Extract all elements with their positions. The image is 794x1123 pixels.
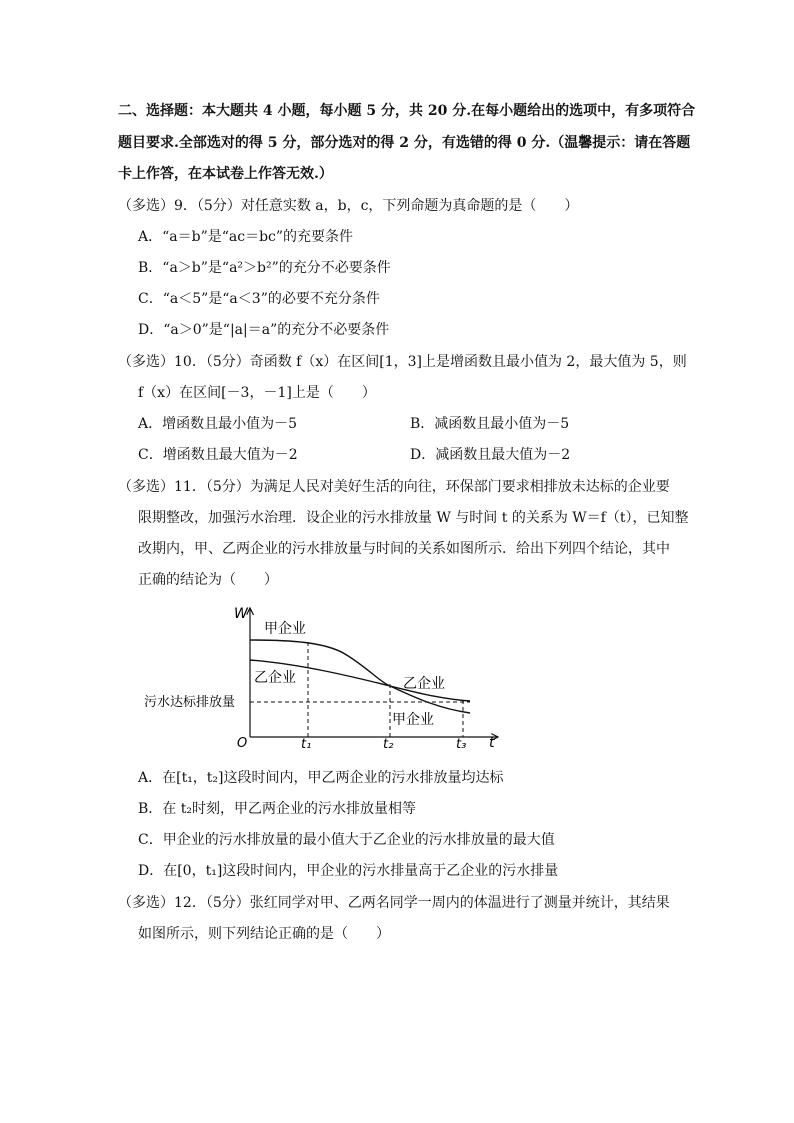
label-yi-right: 乙企业: [403, 676, 445, 692]
q10-option-c: C．增函数且最大值为－2: [138, 447, 298, 463]
section-header-line3: 卡上作答，在本试卷上作答无效.）: [118, 166, 333, 182]
q11-option-a: A．在[t₁，t₂]这段时间内，甲乙两企业的污水排放量均达标: [138, 770, 504, 786]
q11-stem-line3: 改期内，甲、乙两企业的污水排放量与时间的关系如图所示．给出下列四个结论，其中: [138, 541, 670, 557]
q9-option-d: D．“a＞0”是“|a|＝a”的充分不必要条件: [138, 322, 390, 338]
q9-option-c: C．“a＜5”是“a＜3”的必要不充分条件: [138, 291, 380, 307]
q10-stem-line1: （多选）10．（5分）奇函数 f（x）在区间[1，3]上是增函数且最小值为 2，最大值为 5，则: [118, 354, 687, 370]
q10-option-d: D．减函数且最大值为－2: [410, 447, 571, 463]
q11-graph: [140, 600, 510, 755]
q10-option-a: A．增函数且最小值为－5: [138, 416, 298, 432]
x-axis-label: t: [489, 735, 495, 751]
tick-t2: t₂: [383, 737, 394, 752]
q9-stem: （多选）9．（5分）对任意实数 a，b，c，下列命题为真命题的是（ ）: [118, 198, 579, 214]
q11-stem-line1: （多选）11．（5分）为满足人民对美好生活的向往，环保部门要求相排放未达标的企业要: [118, 479, 670, 495]
q11-option-d: D．在[0，t₁]这段时间内，甲企业的污水排量高于乙企业的污水排量: [138, 863, 559, 879]
origin-label: O: [237, 736, 248, 751]
q10-stem-line2: f（x）在区间[－3，－1]上是（ ）: [138, 385, 376, 401]
q11-stem-line2: 限期整改，加强污水治理．设企业的污水排放量 W 与时间 t 的关系为 W＝f（t），已知整: [138, 510, 689, 526]
q11-option-b: B．在 t₂时刻，甲乙两企业的污水排放量相等: [138, 801, 416, 817]
label-jia-top: 甲企业: [264, 621, 306, 637]
threshold-label: 污水达标排放量: [144, 695, 236, 710]
section-header-line1: 二、选择题：本大题共 4 小题，每小题 5 分，共 20 分.在每小题给出的选项中，有多项符合: [118, 103, 696, 119]
q10-option-b: B．减函数且最小值为－5: [410, 416, 570, 432]
q9-option-a: A．“a＝b”是“ac＝bc”的充要条件: [138, 229, 354, 245]
q12-stem-line2: 如图所示，则下列结论正确的是（ ）: [138, 926, 390, 942]
q12-stem-line1: （多选）12．（5分）张红同学对甲、乙两名同学一周内的体温进行了测量并统计，其结果: [118, 895, 670, 911]
q11-option-c: C．甲企业的污水排放量的最小值大于乙企业的污水排放量的最大值: [138, 832, 555, 848]
tick-t3: t₃: [456, 737, 467, 752]
tick-t1: t₁: [301, 737, 312, 752]
section-header-line2: 题目要求.全部选对的得 5 分，部分选对的得 2 分，有选错的得 0 分.（温馨提示：请在答题: [118, 135, 691, 151]
q11-stem-line4: 正确的结论为（ ）: [138, 572, 278, 588]
q9-option-b: B．“a＞b”是“a²＞b²”的充分不必要条件: [138, 260, 391, 276]
y-axis-label: W: [234, 606, 248, 622]
label-jia-bottom: 甲企业: [392, 712, 434, 728]
label-yi-left: 乙企业: [254, 670, 296, 686]
